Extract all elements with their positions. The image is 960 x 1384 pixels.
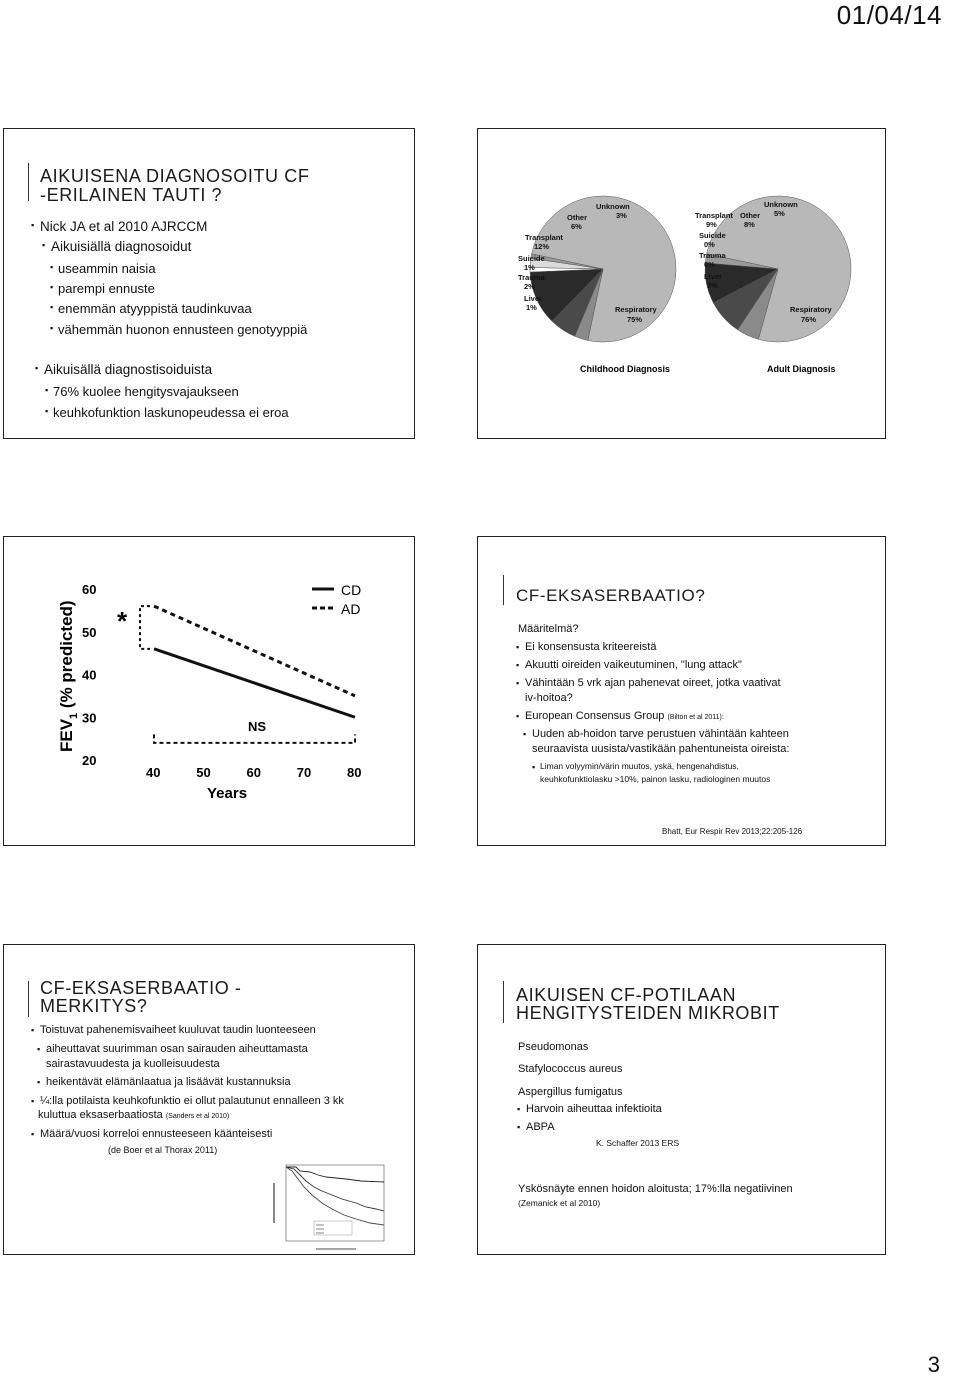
label-other: Other [567,213,588,222]
bullet-l1: ▪ Vähintään 5 vrk ajan pahenevat oireet, jotka vaativat [525,677,781,689]
bullet-l2: ▪ Aikuisiällä diagnosoidut [51,239,191,254]
bullet-l1: ▪ European Consensus Group (Bilton et al 2011): [525,710,724,722]
pie-title-adult: Adult Diagnosis [767,364,836,374]
reference: (Zemanick et al 2010) [518,1198,601,1208]
y-tick-label: 50 [82,624,97,640]
title-accent-bar [28,981,29,1017]
slide-title-line2: -ERILAINEN TAUTI ? [40,185,223,205]
value-suicide: 0% [704,240,715,249]
y-axis-label: $FEV_1$ (% predicted) [57,600,80,752]
slide-title: CF-EKSASERBAATIO? [516,586,706,605]
bullet-l1: ▪ ABPA [526,1121,555,1133]
value-respiratory: 76% [801,315,817,324]
bullet-l1: ▪ Aikuisällä diagnostisoiduista [44,362,212,377]
y-tick-label: 20 [82,753,97,768]
value-unknown: 3% [616,211,627,220]
value-other: 6% [571,222,582,231]
label-respiratory: Respiratory [790,305,832,314]
value-transplant: 12% [534,242,550,251]
ns-bracket [154,734,355,743]
bullet-l3: ▪ enemmän atyyppistä taudinkuvaa [58,301,252,316]
text-line: kuluttua eksaserbaatiosta (Sanders et al 2010) [38,1109,230,1121]
legend-cd-label: CD [341,582,362,598]
y-tick-label: 40 [82,667,97,683]
label-liver: Liver [524,294,542,303]
slide-adult-diagnosis [3,128,415,439]
x-tick-label: 70 [296,765,312,780]
survival-curve-thumbnail [266,1163,396,1253]
slide-airway-microbes [477,944,886,1255]
reference: K. Schaffer 2013 ERS [596,1138,680,1148]
pie-chart-childhood [530,196,676,342]
reference: (Sanders et al 2010) [165,1113,230,1120]
series-line-cd [154,649,355,717]
label-other: Other [740,211,761,220]
slide-title-line1: CF-EKSASERBAATIO - [40,978,242,998]
slide-exacerbation-definition [477,536,886,846]
significance-bracket [140,606,150,649]
slide-cause-of-death-pies [477,128,886,439]
text-line: Aspergillus fumigatus [518,1086,623,1098]
value-suicide: 1% [524,263,535,272]
bullet-l1: ▪ Harvoin aiheuttaa infektioita [526,1103,662,1115]
legend-ad-label: AD [341,601,361,617]
reference: (Bilton et al 2011): [667,714,724,721]
bullet-l3: ▪ keuhkofunktion laskunopeudessa ei eroa [53,405,289,420]
value-other: 8% [744,220,755,229]
bullet-l3: ▪ 76% kuolee hengitysvajaukseen [53,384,239,399]
bullet-l2: ▪ aiheuttavat suurimman osan sairauden aiheuttamasta [46,1043,308,1055]
slide-exacerbation-significance [3,944,415,1255]
value-liver: 2% [707,281,718,290]
title-accent-bar [503,981,504,1023]
pie-charts-figure [478,129,884,437]
x-tick-label: 50 [196,765,211,780]
text-line: seuraavista uusista/vastikään pahentuneista oireista: [532,743,790,755]
y-tick-label: 30 [82,710,97,726]
label-suicide: Suicide [699,231,726,240]
bullet-l3: ▪ parempi ennuste [58,281,155,296]
text-line: Stafylococcus aureus [518,1063,623,1075]
slide-title-line2: MERKITYS? [40,996,148,1016]
value-unknown: 5% [774,209,785,218]
y-tick-label: 60 [82,582,97,597]
label-transplant: Transplant [695,211,733,220]
text-line: Määritelmä? [518,623,579,635]
value-respiratory: 75% [627,315,643,324]
value-transplant: 9% [706,220,717,229]
label-trauma: Trauma [518,273,545,282]
text-line: sairastavuudesta ja kuolleisuudesta [46,1058,220,1070]
slide-title-line2: HENGITYSTEIDEN MIKROBIT [516,1003,780,1023]
value-trauma: 2% [524,282,535,291]
text-line: Yskösnäyte ennen hoidon aloitusta; 17%:lla negatiivinen [518,1183,793,1195]
bullet-l1: ▪ Toistuvat pahenemisvaiheet kuuluvat taudin luonteeseen [40,1024,316,1036]
x-axis-label: Years [207,785,248,802]
text-line: iv-hoitoa? [525,692,573,704]
x-tick-label: 80 [347,765,362,780]
label-suicide: Suicide [518,254,545,263]
label-respiratory: Respiratory [615,305,657,314]
reference: (de Boer et al Thorax 2011) [108,1145,218,1155]
slide-title-line1: AIKUISENA DIAGNOSOITU CF [40,166,310,186]
page-number: 3 [927,1352,940,1377]
bullet-l1: ▪ Akuutti oireiden vaikeutuminen, "lung attack" [525,659,742,671]
reference: Bhatt, Eur Respir Rev 2013;22:205-126 [662,827,803,836]
label-unknown: Unknown [764,200,798,209]
bullet-l2: ▪ heikentävät elämänlaatua ja lisäävät kustannuksia [46,1076,291,1088]
label-liver: Liver [704,272,722,281]
x-tick-label: 40 [146,765,161,780]
ns-label: NS [248,719,267,734]
value-liver: 1% [526,303,537,312]
label-trauma: Trauma [699,251,726,260]
bullet-l1: ▪ Nick JA et al 2010 AJRCCM [40,219,207,234]
bullet-l3: ▪ useammin naisia [58,261,156,276]
bullet-l3: ▪ Liman volyymin/värin muutos, yskä, hengenahdistus, [540,761,739,771]
bullet-l2: ▪ Uuden ab-hoidon tarve perustuen vähintään kahteen [532,728,789,740]
slide-fev1-chart [3,536,415,846]
slide-title-line1: AIKUISEN CF-POTILAAN [516,985,737,1005]
value-trauma: 0% [704,260,715,269]
page-date: 01/04/14 [836,0,942,30]
fev1-line-chart [4,537,413,844]
text-line: keuhkofunktiolasku >10%, painon lasku, radiologinen muutos [540,774,771,784]
label-transplant: Transplant [525,233,563,242]
text-line: Pseudomonas [518,1041,589,1053]
bullet-l1: ▪ Määrä/vuosi korreloi ennusteeseen käänteisesti [40,1128,272,1140]
label-unknown: Unknown [596,202,630,211]
x-tick-label: 60 [246,765,261,780]
pie-title-childhood: Childhood Diagnosis [580,364,670,374]
title-accent-bar [503,575,504,605]
title-accent-bar [28,163,29,201]
bullet-l1: ▪ ¼:lla potilaista keuhkofunktio ei ollut palautunut ennalleen 3 kk [40,1095,344,1107]
bullet-l1: ▪ Ei konsensusta kriteereistä [525,641,656,653]
significance-star: * [117,606,128,636]
bullet-l3: ▪ vähemmän huonon ennusteen genotyyppiä [58,322,307,337]
